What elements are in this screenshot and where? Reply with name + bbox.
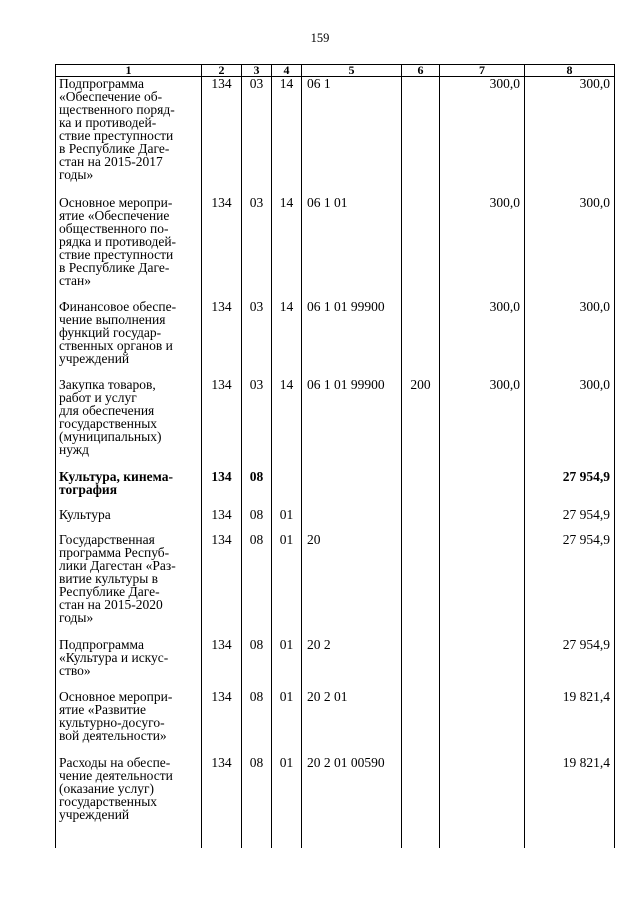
cell-col2: 134: [202, 756, 242, 848]
cell-col7: [440, 638, 525, 690]
cell-col7: 300,0: [440, 300, 525, 378]
cell-col2: 134: [202, 300, 242, 378]
cell-col5: 06 1 01 99900: [302, 300, 402, 378]
cell-col3: 03: [242, 196, 272, 300]
cell-col7: [440, 690, 525, 756]
cell-col8: 19 821,4: [525, 690, 615, 756]
cell-col6: [402, 756, 440, 848]
cell-col3: 08: [242, 533, 272, 638]
cell-col7: [440, 533, 525, 638]
budget-table: [55, 64, 615, 848]
table-row: [56, 756, 615, 848]
cell-col5: 20: [302, 533, 402, 638]
cell-col8: 27 954,9: [525, 470, 615, 508]
cell-col5: 20 2: [302, 638, 402, 690]
cell-col2: 134: [202, 470, 242, 508]
column-header-3: 3: [242, 65, 272, 77]
cell-col4: [272, 470, 302, 508]
column-header-4: 4: [272, 65, 302, 77]
cell-col8: 300,0: [525, 196, 615, 300]
cell-col2: 134: [202, 196, 242, 300]
table-row: [56, 508, 615, 533]
cell-col7: [440, 470, 525, 508]
cell-col2: 134: [202, 77, 242, 196]
cell-col4: 14: [272, 77, 302, 196]
column-header-6: 6: [402, 65, 440, 77]
column-header-8: 8: [525, 65, 615, 77]
cell-col5: 06 1 01 99900: [302, 378, 402, 470]
cell-col6: [402, 690, 440, 756]
cell-col3: 03: [242, 300, 272, 378]
cell-col8: 27 954,9: [525, 533, 615, 638]
table-row: [56, 690, 615, 756]
cell-col8: 27 954,9: [525, 508, 615, 533]
cell-col6: [402, 196, 440, 300]
header-row: [56, 65, 615, 77]
column-header-2: 2: [202, 65, 242, 77]
cell-col4: 14: [272, 300, 302, 378]
column-header-7: 7: [440, 65, 525, 77]
cell-col7: 300,0: [440, 77, 525, 196]
cell-col4: 01: [272, 756, 302, 848]
row-name: Основное меропри- ятие «Развитие культурно-досуго- вой деятельности»: [56, 690, 202, 756]
column-header-1: 1: [56, 65, 202, 77]
table-row: [56, 533, 615, 638]
cell-col6: [402, 300, 440, 378]
cell-col2: 134: [202, 378, 242, 470]
cell-col6: [402, 77, 440, 196]
cell-col4: 14: [272, 196, 302, 300]
cell-col4: 01: [272, 638, 302, 690]
row-name: Подпрограмма «Обеспечение об- щественного поряд- ка и противодей- ствие преступности в Республике Даге- стан на 2015-2017 годы»: [56, 77, 202, 196]
cell-col8: 300,0: [525, 300, 615, 378]
row-name: Финансовое обеспе- чение выполнения функций государ- ственных органов и учреждений: [56, 300, 202, 378]
cell-col6: [402, 470, 440, 508]
cell-col2: 134: [202, 533, 242, 638]
cell-col8: 19 821,4: [525, 756, 615, 848]
cell-col3: 08: [242, 638, 272, 690]
cell-col5: [302, 508, 402, 533]
table-row: [56, 300, 615, 378]
row-name: Подпрограмма «Культура и искус- ство»: [56, 638, 202, 690]
table-row: [56, 196, 615, 300]
table-row: [56, 77, 615, 196]
table-row: [56, 470, 615, 508]
cell-col7: 300,0: [440, 378, 525, 470]
page-number: 159: [310, 31, 330, 45]
cell-col7: [440, 508, 525, 533]
cell-col2: 134: [202, 690, 242, 756]
cell-col6: [402, 638, 440, 690]
cell-col3: 08: [242, 756, 272, 848]
cell-col8: 27 954,9: [525, 638, 615, 690]
cell-col6: [402, 508, 440, 533]
cell-col7: 300,0: [440, 196, 525, 300]
row-name: Основное меропри- ятие «Обеспечение общественного по- рядка и противодей- ствие преступности в Республике Даге- стан»: [56, 196, 202, 300]
cell-col3: 08: [242, 690, 272, 756]
cell-col2: 134: [202, 638, 242, 690]
row-name: Расходы на обеспе- чение деятельности (оказание услуг) государственных учреждений: [56, 756, 202, 848]
column-header-5: 5: [302, 65, 402, 77]
cell-col8: 300,0: [525, 378, 615, 470]
cell-col5: [302, 470, 402, 508]
cell-col5: 20 2 01: [302, 690, 402, 756]
cell-col4: 01: [272, 533, 302, 638]
cell-col4: 01: [272, 508, 302, 533]
row-name: Государственная программа Респуб- лики Дагестан «Раз- витие культуры в Республике Даге- стан на 2015-2020 годы»: [56, 533, 202, 638]
cell-col4: 01: [272, 690, 302, 756]
cell-col3: 03: [242, 378, 272, 470]
cell-col5: 06 1: [302, 77, 402, 196]
row-name: Закупка товаров, работ и услуг для обеспечения государственных (муниципальных) нужд: [56, 378, 202, 470]
cell-col5: 06 1 01: [302, 196, 402, 300]
cell-col5: 20 2 01 00590: [302, 756, 402, 848]
cell-col6: [402, 533, 440, 638]
row-name: Культура, кинема- тография: [56, 470, 202, 508]
cell-col6: 200: [402, 378, 440, 470]
cell-col3: 03: [242, 77, 272, 196]
cell-col7: [440, 756, 525, 848]
cell-col3: 08: [242, 470, 272, 508]
row-name: Культура: [56, 508, 202, 533]
cell-col2: 134: [202, 508, 242, 533]
cell-col8: 300,0: [525, 77, 615, 196]
table-row: [56, 638, 615, 690]
table-row: [56, 378, 615, 470]
cell-col4: 14: [272, 378, 302, 470]
cell-col3: 08: [242, 508, 272, 533]
